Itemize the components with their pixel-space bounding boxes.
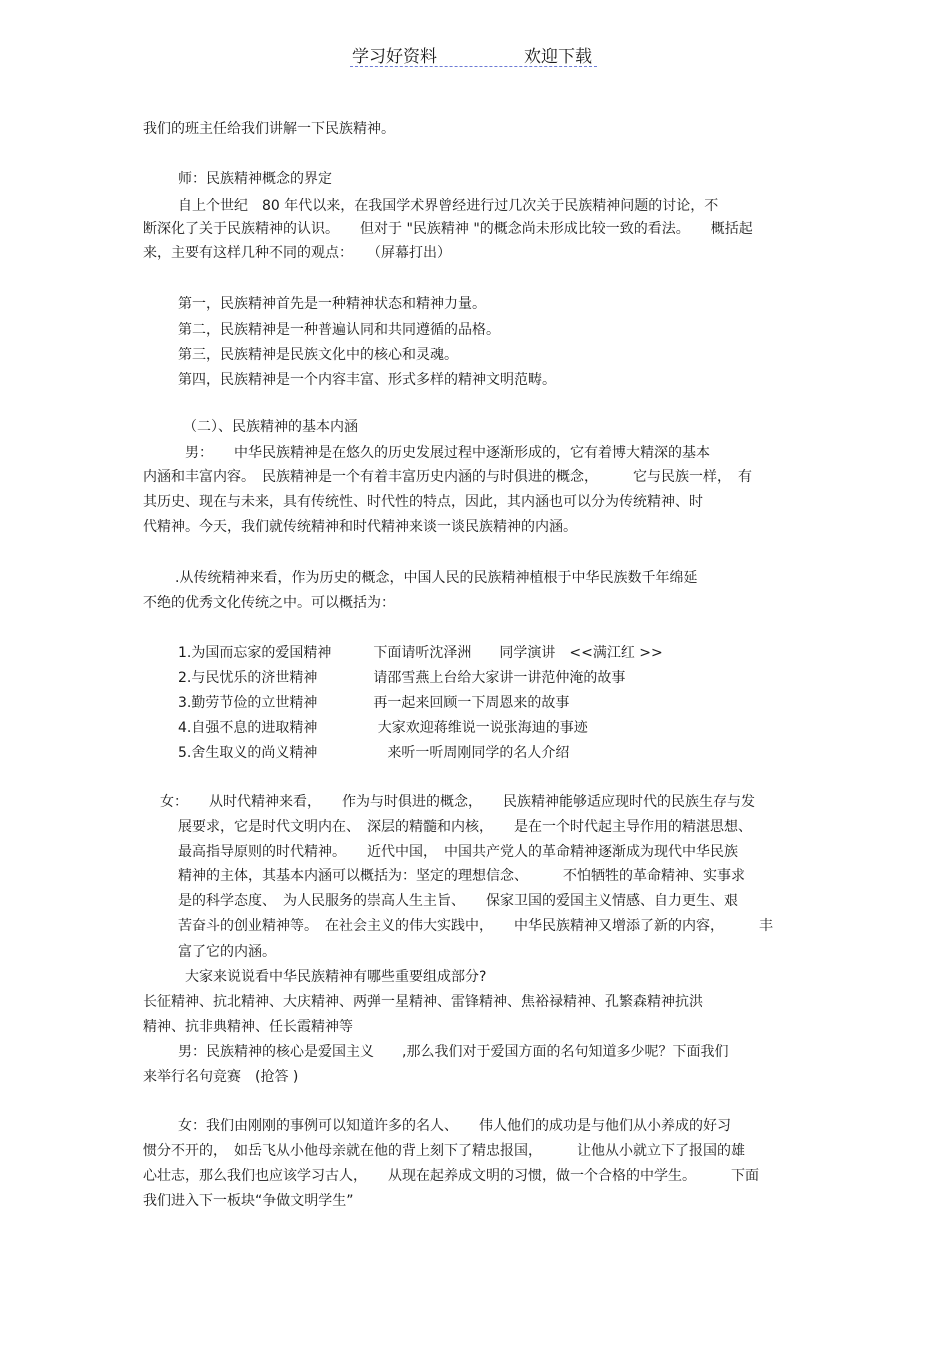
list-item: 4.自强不息的进取精神 大家欢迎蒋维说一说张海迪的事迹 [178, 720, 588, 736]
text-line: 来举行名句竞赛 (抢答 ) [143, 1069, 299, 1085]
page-header [350, 40, 597, 67]
text-line: 我们进入下一板块“争做文明学生” [143, 1193, 354, 1209]
text-line: 第二，民族精神是一种普遍认同和共同遵循的品格。 [178, 322, 500, 338]
text-line: 精神的主体，其基本内涵可以概括为：坚定的理想信念、 不怕牺牲的革命精神、实事求 [178, 868, 745, 884]
text-line: 我们的班主任给我们讲解一下民族精神。 [143, 121, 395, 137]
text-line: 苦奋斗的创业精神等。 在社会主义的伟大实践中， 中华民族精神又增添了新的内容， 丰 [178, 918, 773, 934]
text-line: 长征精神、抗北精神、大庆精神、两弹一星精神、雷锋精神、焦裕禄精神、孔繁森精神抗洪 [143, 994, 703, 1010]
text-line: 自上个世纪 80 年代以来，在我国学术界曾经进行过几次关于民族精神问题的讨论，不 [178, 198, 719, 214]
text-line: 断深化了关于民族精神的认识。 但对于 "民族精神 "的概念尚未形成比较一致的看法。 概括起 [143, 221, 753, 237]
text-line: .从传统精神来看，作为历史的概念，中国人民的民族精神植根于中华民族数千年绵延 [175, 570, 698, 586]
text-line: 其历史、现在与未来，具有传统性、时代性的特点，因此，其内涵也可以分为传统精神、时 [143, 494, 703, 510]
list-item: 5.舍生取义的尚义精神 来听一听周刚同学的名人介绍 [178, 745, 570, 761]
header-right-text: 欢迎下载 [524, 47, 592, 67]
text-line: 心壮志，那么我们也应该学习古人， 从现在起养成文明的习惯，做一个合格的中学生。 下面 [143, 1168, 759, 1184]
text-line: 惯分不开的， 如岳飞从小他母亲就在他的背上刻下了精忠报国， 让他从小就立下了报国的雄 [143, 1143, 745, 1159]
text-line: 男： 中华民族精神是在悠久的历史发展过程中逐渐形成的，它有着博大精深的基本 [185, 445, 710, 461]
header-left-text: 学习好资料 [352, 47, 437, 67]
text-line: 第三，民族精神是民族文化中的核心和灵魂。 [178, 347, 458, 363]
text-line: 第四，民族精神是一个内容丰富、形式多样的精神文明范畴。 [178, 372, 556, 388]
text-line: 最高指导原则的时代精神。 近代中国， 中国共产党人的革命精神逐渐成为现代中华民族 [178, 844, 738, 860]
text-line: 第一，民族精神首先是一种精神状态和精神力量。 [178, 296, 486, 312]
text-line: 不绝的优秀文化传统之中。可以概括为： [143, 595, 395, 611]
list-item: 2.与民忧乐的济世精神 请邵雪燕上台给大家讲一讲范仲淹的故事 [178, 670, 626, 686]
text-line: 女： 从时代精神来看， 作为与时俱进的概念， 民族精神能够适应现时代的民族生存与发 [160, 794, 755, 810]
text-line: 师：民族精神概念的界定 [178, 171, 332, 187]
text-line: 来，主要有这样几种不同的观点： （屏幕打出） [143, 245, 451, 261]
text-line: 内涵和丰富内容。 民族精神是一个有着丰富历史内涵的与时俱进的概念， 它与民族一样， 有 [143, 469, 752, 485]
text-line: 女：我们由刚刚的事例可以知道许多的名人、 伟人他们的成功是与他们从小养成的好习 [178, 1118, 731, 1134]
section-heading: （二）、民族精神的基本内涵 [183, 419, 358, 435]
text-line: 男：民族精神的核心是爱国主义 ,那么我们对于爱国方面的名句知道多少呢？下面我们 [178, 1044, 729, 1060]
text-line: 代精神。今天，我们就传统精神和时代精神来谈一谈民族精神的内涵。 [143, 519, 577, 535]
text-line: 是的科学态度、 为人民服务的崇高人生主旨、 保家卫国的爱国主义情感、自力更生、艰 [178, 893, 738, 909]
text-line: 展要求，它是时代文明内在、 深层的精髓和内核， 是在一个时代起主导作用的精湛思想、 [178, 819, 752, 835]
text-line: 富了它的内涵。 [178, 944, 276, 960]
text-line: 精神、抗非典精神、任长霞精神等 [143, 1019, 353, 1035]
list-item: 1.为国而忘家的爱国精神 下面请听沈泽洲 同学演讲 <<满江红 >> [178, 645, 663, 661]
text-line: 大家来说说看中华民族精神有哪些重要组成部分? [185, 969, 487, 985]
list-item: 3.勤劳节俭的立世精神 再一起来回顾一下周恩来的故事 [178, 695, 570, 711]
